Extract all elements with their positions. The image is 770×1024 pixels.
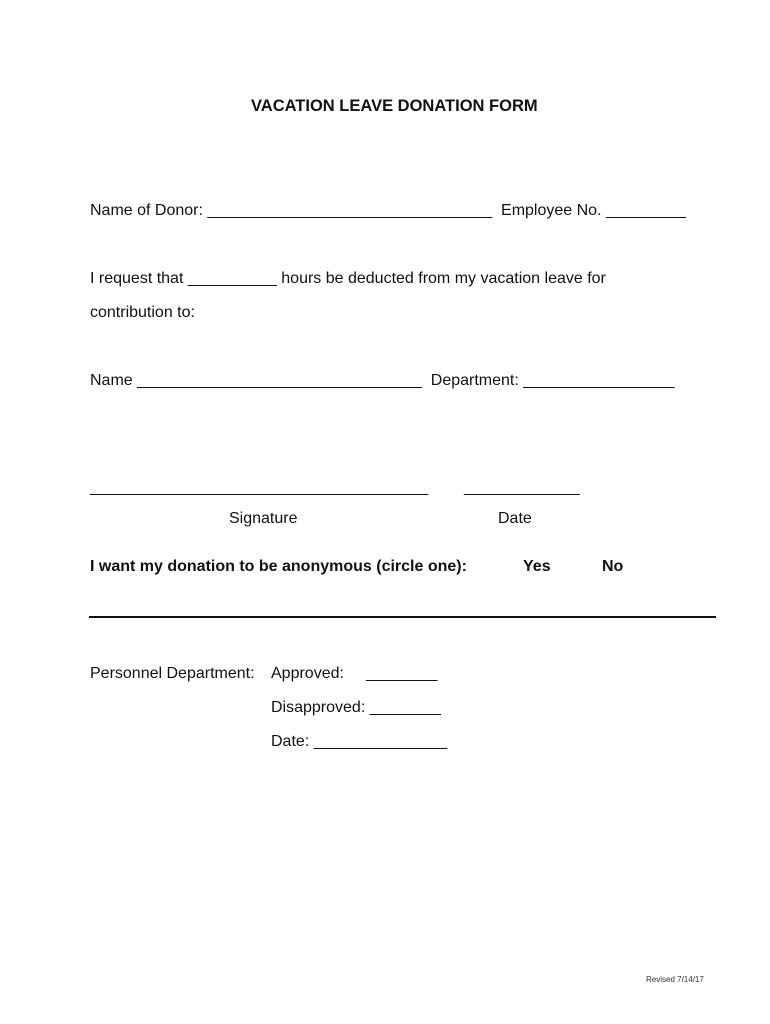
revised-date: Revised 7/14/17 [646, 975, 704, 984]
form-title: VACATION LEAVE DONATION FORM [251, 97, 538, 115]
approved-line: Approved: ________ [271, 665, 438, 682]
signature-label: Signature [229, 510, 298, 527]
personnel-department-label: Personnel Department: [90, 665, 255, 682]
date-label: Date [498, 510, 532, 527]
contribution-to-line: contribution to: [90, 304, 195, 321]
section-divider [89, 616, 716, 618]
donor-name-employee-line: Name of Donor: ________________________________ Employee No. _________ [90, 202, 687, 219]
date-blank: _____________ [464, 479, 580, 496]
anonymous-question: I want my donation to be anonymous (circle one): [90, 558, 467, 575]
anonymous-no-option: No [602, 558, 624, 575]
recipient-name-department-line: Name ________________________________ Department: _________________ [90, 372, 675, 389]
anonymous-yes-option: Yes [523, 558, 551, 575]
signature-blank: ______________________________________ [90, 479, 429, 496]
request-hours-line: I request that __________ hours be deducted from my vacation leave for [90, 270, 606, 287]
personnel-date-line: Date: _______________ [271, 733, 448, 750]
disapproved-line: Disapproved: ________ [271, 699, 441, 716]
